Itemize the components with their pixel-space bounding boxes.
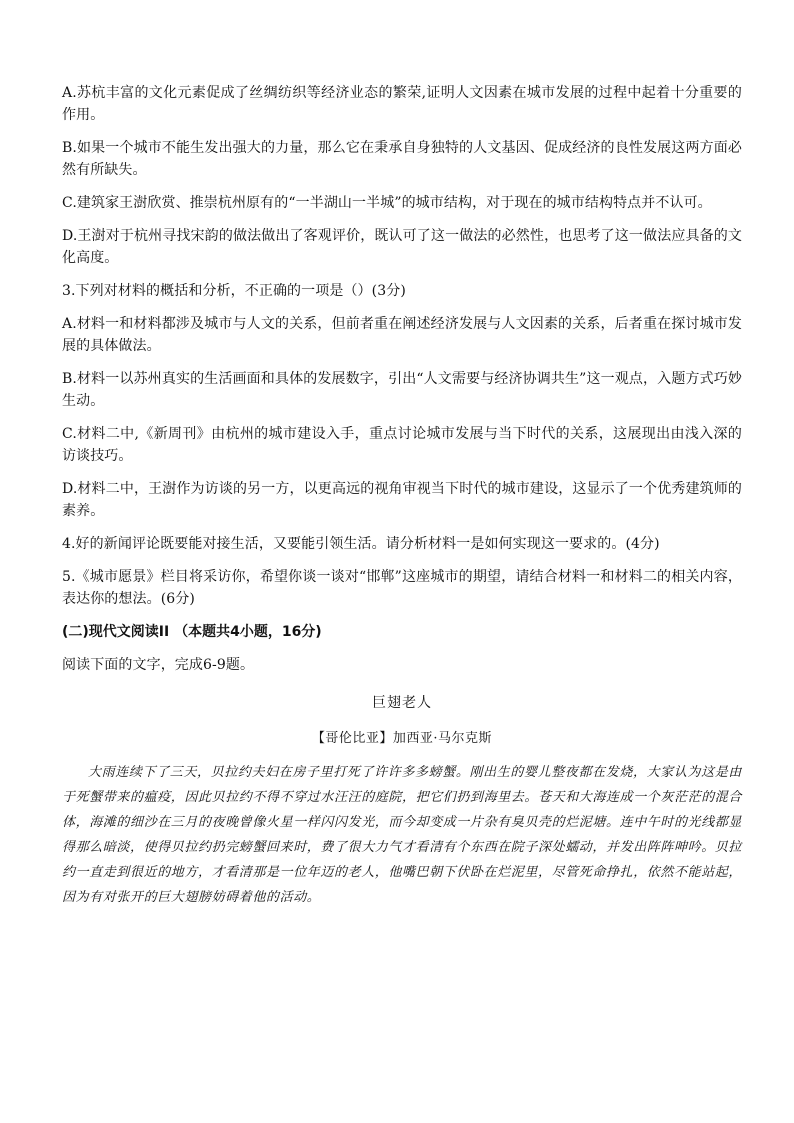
story-title: 巨翅老人: [372, 695, 432, 711]
q3-stem: 3.下列对材料的概括和分析，不正确的一项是（）(3分): [62, 283, 406, 299]
section-heading: (二)现代文阅读II （本题共4小题，16分): [62, 624, 322, 640]
story-author: 【哥伦比亚】加西亚·马尔克斯: [311, 731, 493, 746]
page-content: [62, 82, 742, 910]
q2-option-b: B.如果一个城市不能生发出强大的力量，那么它在秉承自身独特的人文基因、促成经济的良性发展这两方面必然有所缺失。: [62, 140, 742, 178]
q3-option-c: C.材料二中,《新周刊》由杭州的城市建设入手，重点讨论城市发展与当下时代的关系，这展现出由浅入深的访谈技巧。: [62, 426, 742, 464]
story-paragraph: 大雨连续下了三天，贝拉约夫妇在房子里打死了许许多多螃蟹。刚出生的婴儿整夜都在发烧，大家认为这是由于死蟹带来的瘟疫，因此贝拉约不得不穿过水汪汪的庭院，把它们扔到海里去。苍天和大海连成一个灰茫茫的混合体，海滩的细沙在三月的夜晚曾像火星一样闪闪发光，而今却变成一片杂有臭贝壳的烂泥塘。连中午时的光线都显得那么暗淡，使得贝拉约扔完螃蟹回来时，费了很大力气才看清有个东西在院子深处蠕动，并发出阵阵呻吟。贝拉约一直走到很近的地方，才看清那是一位年迈的老人，他嘴巴朝下伏卧在烂泥里，尽管死命挣扎，依然不能站起，因为有对张开的巨大翅膀妨碍着他的活动。: [62, 765, 743, 905]
q2-option-c: C.建筑家王澍欣赏、推崇杭州原有的“一半湖山一半城”的城市结构，对于现在的城市结构特点并不认可。: [62, 195, 712, 211]
q3-option-a: A.材料一和材料都涉及城市与人文的关系，但前者重在阐述经济发展与人文因素的关系，后者重在探讨城市发展的具体做法。: [62, 316, 742, 354]
q3-option-d: D.材料二中，王澍作为访谈的另一方，以更高远的视角审视当下时代的城市建设，这显示了一个优秀建筑师的素养。: [62, 481, 742, 519]
q2-option-a: A.苏杭丰富的文化元素促成了丝绸纺织等经济业态的繁荣,证明人文因素在城市发展的过程中起着十分重要的作用。: [62, 85, 742, 123]
q3-option-b: B.材料一以苏州真实的生活画面和具体的发展数字，引出“人文需要与经济协调共生”这一观点，入题方式巧妙生动。: [62, 371, 742, 409]
q5-question: 5.《城市愿景》栏目将采访你，希望你谈一谈对“邯郸”这座城市的期望，请结合材料一和材料二的相关内容，表达你的想法。(6分): [62, 569, 742, 607]
reading-instruction: 阅读下面的文字，完成6-9题。: [62, 657, 255, 673]
q2-option-d: D.王澍对于杭州寻找宋韵的做法做出了客观评价，既认可了这一做法的必然性，也思考了这一做法应具备的文化高度。: [62, 228, 742, 266]
q4-question: 4.好的新闻评论既要能对接生活，又要能引领生活。请分析材料一是如何实现这一要求的。(4分): [62, 536, 660, 552]
